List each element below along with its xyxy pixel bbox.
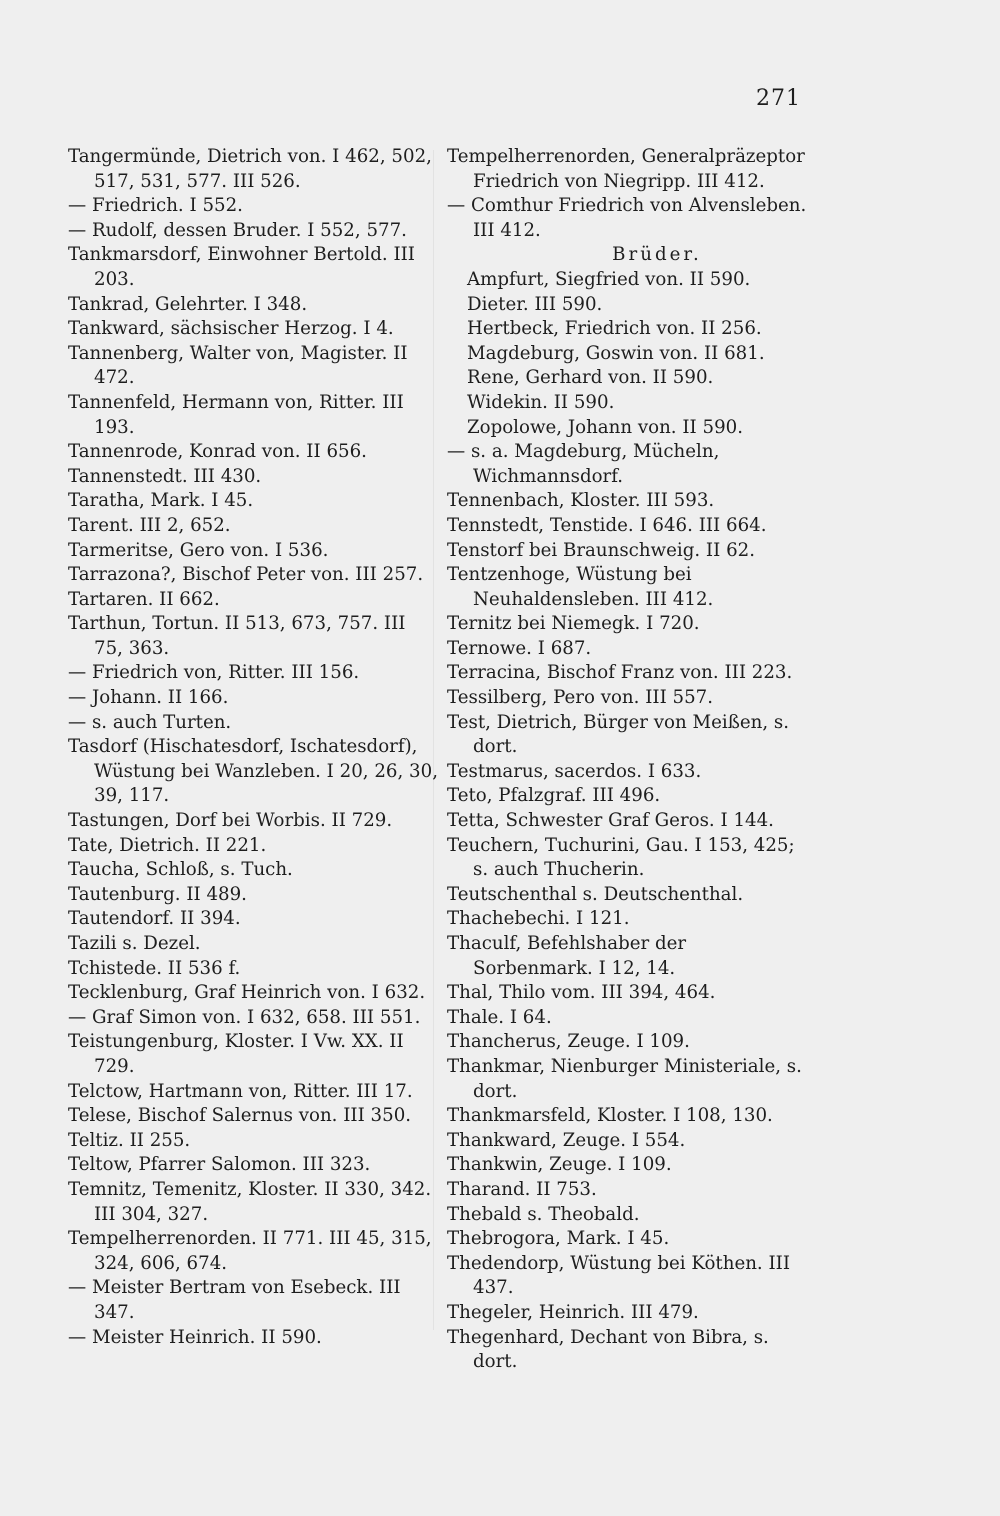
index-entry: Tempelherrenorden, Generalpräzeptor Friedrich von Niegripp. III 412. <box>447 146 805 192</box>
index-entry: Taratha, Mark. I 45. <box>68 490 254 512</box>
page-number: 271 <box>756 86 801 111</box>
index-entry: Tasdorf (Hischatesdorf, Ischatesdorf), Wüstung bei Wanzleben. I 20, 26, 30, 39, 117. <box>68 736 438 807</box>
index-entry: Teto, Pfalzgraf. III 496. <box>447 785 661 807</box>
index-entry: Test, Dietrich, Bürger von Meißen, s. dort. <box>447 711 790 758</box>
index-entry: — s. auch Turten. <box>68 711 232 733</box>
index-entry: Thale. I 64. <box>447 1006 552 1028</box>
index-entry: Tankrad, Gelehrter. I 348. <box>68 293 308 315</box>
index-entry: — Meister Heinrich. II 590. <box>68 1326 322 1348</box>
index-entry: — Graf Simon von. I 632, 658. III 551. <box>68 1006 421 1028</box>
index-entry: Thancherus, Zeuge. I 109. <box>447 1031 690 1053</box>
brother-entry: Rene, Gerhard von. II 590. <box>467 367 714 389</box>
index-entry: Tate, Dietrich. II 221. <box>68 834 267 856</box>
index-entry: Tazili s. Dezel. <box>68 933 201 954</box>
index-entry: Testmarus, sacerdos. I 633. <box>447 760 702 782</box>
index-entry: Tannenstedt. III 430. <box>68 465 262 487</box>
index-entry: — Rudolf, dessen Bruder. I 552, 577. <box>68 219 407 241</box>
index-entry: Tennstedt, Tenstide. I 646. III 664. <box>447 514 767 536</box>
brothers-heading: Brüder. <box>612 244 702 266</box>
right-column <box>447 145 807 1375</box>
index-entry: Tessilberg, Pero von. III 557. <box>447 687 714 709</box>
index-entry: Thebald s. Theobald. <box>447 1203 640 1225</box>
index-entry: Thebrogora, Mark. I 45. <box>447 1228 670 1250</box>
index-entry: Tannenberg, Walter von, Magister. II 472. <box>68 342 408 389</box>
index-entry: Tarthun, Tortun. II 513, 673, 757. III 75, 363. <box>68 613 406 659</box>
index-entry: Thachebechi. I 121. <box>447 908 630 930</box>
index-entry: Ternitz bei Niemegk. I 720. <box>447 613 700 635</box>
index-entry: Tastungen, Dorf bei Worbis. II 729. <box>68 810 393 832</box>
index-entry: Tentzenhoge, Wüstung bei Neuhaldensleben. III 412. <box>447 564 714 610</box>
index-entry: Thegenhard, Dechant von Bibra, s. dort. <box>447 1326 769 1373</box>
index-entry: Thankmarsfeld, Kloster. I 108, 130. <box>447 1105 773 1127</box>
index-entry: Tecklenburg, Graf Heinrich von. I 632. <box>68 982 426 1004</box>
index-entry: — Johann. II 166. <box>68 687 229 709</box>
index-entry: Thedendorp, Wüstung bei Köthen. III 437. <box>447 1252 791 1299</box>
index-entry: — Meister Bertram von Esebeck. III 347. <box>68 1277 401 1323</box>
brother-entry: Magdeburg, Goswin von. II 681. <box>467 342 765 364</box>
index-entry: Tennenbach, Kloster. III 593. <box>447 490 715 512</box>
index-entry: Tangermünde, Dietrich von. I 462, 502, 517, 531, 577. III 526. <box>68 146 432 192</box>
index-entry: — Friedrich von, Ritter. III 156. <box>68 662 360 684</box>
index-entry: Thegeler, Heinrich. III 479. <box>447 1301 699 1323</box>
index-entry: Tannenfeld, Hermann von, Ritter. III 193. <box>68 391 404 438</box>
index-entry: — s. a. Magdeburg, Mücheln, Wichmannsdorf. <box>447 441 720 487</box>
index-entry: Terracina, Bischof Franz von. III 223. <box>447 662 793 684</box>
index-entry: Tetta, Schwester Graf Geros. I 144. <box>447 810 774 832</box>
index-entry: Tchistede. II 536 f. <box>68 957 241 979</box>
brother-entry: Hertbeck, Friedrich von. II 256. <box>467 318 762 340</box>
index-entry: Tankward, sächsischer Herzog. I 4. <box>68 318 394 340</box>
index-entry: — Friedrich. I 552. <box>68 195 243 217</box>
index-entry: Tautendorf. II 394. <box>68 908 241 930</box>
index-entry: Teuchern, Tuchurini, Gau. I 153, 425; s. auch Thucherin. <box>447 834 795 881</box>
index-entry: Tautenburg. II 489. <box>68 883 247 905</box>
index-entry: Tharand. II 753. <box>447 1178 597 1200</box>
index-entry: Tannenrode, Konrad von. II 656. <box>68 441 367 463</box>
brother-entry: Dieter. III 590. <box>467 293 603 315</box>
index-entry: Tarmeritse, Gero von. I 536. <box>68 539 329 561</box>
index-entry: Teltow, Pfarrer Salomon. III 323. <box>68 1154 371 1176</box>
index-entry: Thaculf, Befehlshaber der Sorbenmark. I 12, 14. <box>447 933 687 979</box>
index-entry: Ternowe. I 687. <box>447 637 592 659</box>
brother-entry: Widekin. II 590. <box>467 391 615 413</box>
left-column <box>68 145 440 1350</box>
index-entry: Tarrazona?, Bischof Peter von. III 257. <box>68 564 424 586</box>
index-entry: — Comthur Friedrich von Alvensleben. III 412. <box>447 195 807 241</box>
index-entry: Thankmar, Nienburger Ministeriale, s. dort. <box>447 1055 802 1102</box>
index-entry: Thal, Thilo vom. III 394, 464. <box>447 982 716 1004</box>
index-entry: Telctow, Hartmann von, Ritter. III 17. <box>68 1080 413 1102</box>
brother-entry: Zopolowe, Johann von. II 590. <box>467 416 743 438</box>
index-entry: Telese, Bischof Salernus von. III 350. <box>68 1105 412 1127</box>
index-entry: Tankmarsdorf, Einwohner Bertold. III 203. <box>68 244 415 290</box>
index-entry: Temnitz, Temenitz, Kloster. II 330, 342. III 304, 327. <box>68 1178 432 1225</box>
index-entry: Tenstorf bei Braunschweig. II 62. <box>447 539 755 561</box>
index-entry: Tarent. III 2, 652. <box>68 514 231 536</box>
index-entry: Tartaren. II 662. <box>68 588 220 610</box>
brother-entry: Ampfurt, Siegfried von. II 590. <box>467 268 751 290</box>
index-entry: Teistungenburg, Kloster. I Vw. XX. II 729. <box>68 1031 404 1077</box>
index-entry: Taucha, Schloß, s. Tuch. <box>68 859 293 881</box>
index-entry: Tempelherrenorden. II 771. III 45, 315, 324, 606, 674. <box>68 1228 432 1274</box>
index-entry: Teltiz. II 255. <box>68 1129 191 1151</box>
index-entry: Thankward, Zeuge. I 554. <box>447 1129 686 1151</box>
index-entry: Thankwin, Zeuge. I 109. <box>447 1154 672 1176</box>
index-entry: Teutschenthal s. Deutschenthal. <box>447 883 744 905</box>
